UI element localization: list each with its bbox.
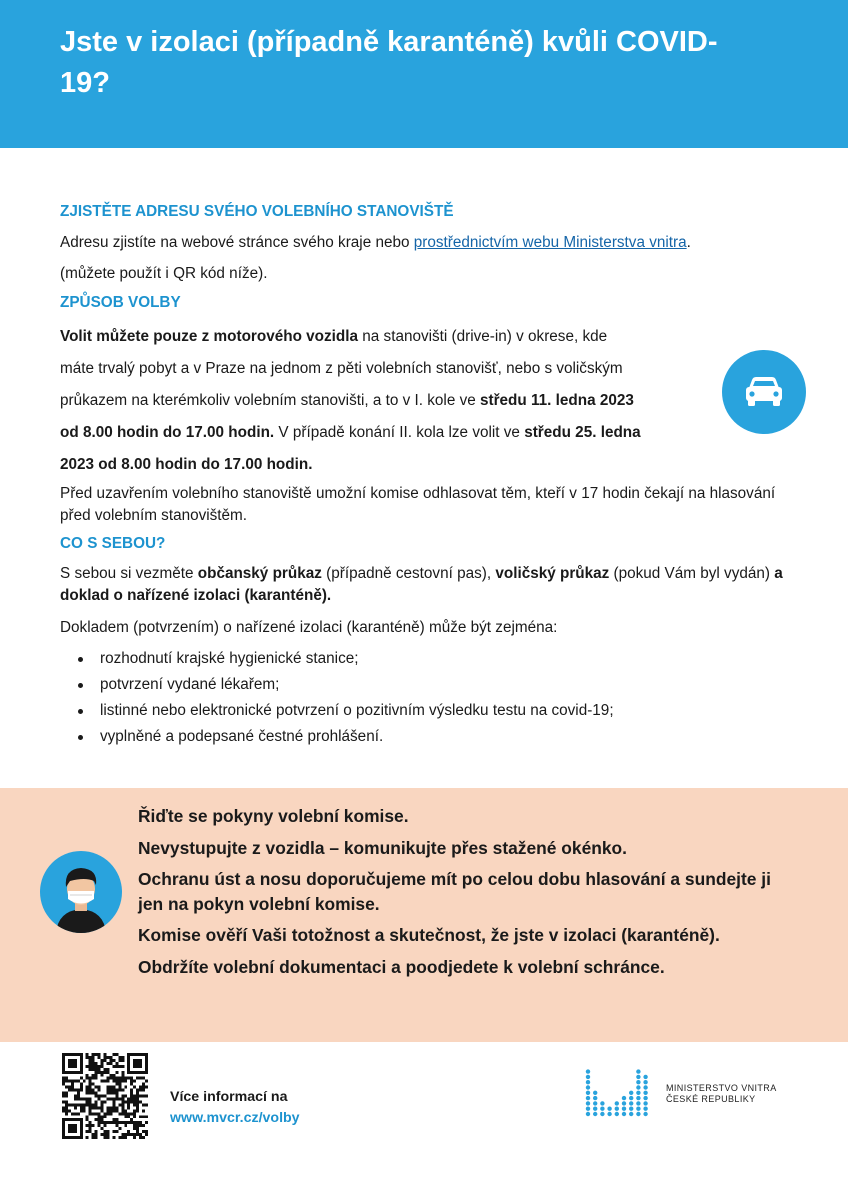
address-paragraph: [60, 231, 800, 255]
method-closing-paragraph: Před uzavřením volebního stanoviště umožní komise odhlasovat těm, kteří v 17 hodin čekají na hlasování před volebním stanovištěm.: [60, 485, 776, 524]
header-banner: [0, 0, 848, 148]
method-text-3: průkazem na kterémkoliv volebním stanovišti, a to v I. kole ve: [60, 392, 480, 409]
page-title: Jste v izolaci (případně karanténě) kvůli COVID-19?: [60, 26, 718, 99]
ministry-name: [666, 1083, 777, 1105]
method-text-4: V případě konání II. kola lze volit ve: [274, 424, 525, 441]
method-date-first: středu 11. ledna 2023: [480, 392, 634, 409]
qr-code[interactable]: [62, 1053, 148, 1139]
ministry-logo: [584, 1066, 654, 1118]
method-date-second: středu 25. ledna: [524, 424, 641, 441]
list-item: rozhodnutí krajské hygienické stanice;: [100, 646, 800, 672]
method-line-3: [60, 385, 700, 417]
address-text-end: .: [686, 234, 691, 251]
section-title-address: ZJISTĚTE ADRESU SVÉHO VOLEBNÍHO STANOVIŠTĚ: [60, 203, 454, 220]
ministry-name-line-1: MINISTERSTVO VNITRA: [666, 1083, 777, 1093]
bring-text-2: (případně cestovní pas),: [321, 565, 496, 582]
method-line-5: [60, 449, 800, 481]
method-text-1: na stanovišti (drive-in) v okrese, kde: [358, 328, 608, 345]
bring-text-3: (pokud Vám byl vydán): [609, 565, 775, 582]
list-item: listinné nebo elektronické potvrzení o pozitivním výsledku testu na covid-19;: [100, 698, 800, 724]
rule-item: Komise ověří Vaši totožnost a skutečnost, že jste v izolaci (karanténě).: [138, 925, 720, 945]
bring-text-1: S sebou si vezměte: [60, 565, 198, 582]
bring-paragraph: [60, 563, 800, 607]
main-content: [60, 200, 800, 750]
proof-intro: Dokladem (potvrzením) o nařízené izolaci (karanténě) může být zejména:: [60, 619, 558, 636]
person-with-mask-icon: [40, 851, 122, 933]
list-item: potvrzení vydané lékařem;: [100, 672, 800, 698]
method-line-4: [60, 417, 800, 449]
ministry-name-line-2: ČESKÉ REPUBLIKY: [666, 1094, 756, 1104]
proof-list: [60, 646, 800, 750]
method-hours-second: 2023 od 8.00 hodin do 17.00 hodin.: [60, 456, 313, 473]
more-info-url[interactable]: www.mvcr.cz/volby: [170, 1110, 300, 1126]
address-note: (můžete použít i QR kód níže).: [60, 265, 268, 282]
bring-voter-card: voličský průkaz: [495, 565, 610, 582]
more-info-label: Více informací na: [170, 1089, 288, 1105]
method-line-1: [60, 321, 700, 353]
bring-id-card: občanský průkaz: [197, 565, 322, 582]
more-info: [170, 1087, 300, 1129]
rule-item: Ochranu úst a nosu doporučujeme mít po celou dobu hlasování a sundejte ji jen na pokyn volební komise.: [138, 869, 771, 914]
rule-item: Nevystupujte z vozidla – komunikujte přes stažené okénko.: [138, 837, 628, 858]
list-item: vyplněné a podepsané čestné prohlášení.: [100, 724, 800, 750]
bring-isolation-proof: a doklad o nařízené izolaci (karanténě).: [60, 565, 783, 604]
ministry-web-link[interactable]: prostřednictvím webu Ministerstva vnitra: [413, 234, 687, 251]
rule-item: Obdržíte volební dokumentaci a poodjedete k volební schránce.: [138, 956, 665, 977]
method-line-2: máte trvalý pobyt a v Praze na jednom z pěti volebních stanovišť, nebo s voličským: [60, 360, 623, 377]
method-bold-vehicle: Volit můžete pouze z motorového vozidla: [60, 328, 359, 345]
rule-item: Řiďte se pokyny volební komise.: [138, 806, 409, 826]
car-icon: [722, 350, 806, 434]
rules-list: [138, 804, 788, 986]
method-hours-first: od 8.00 hodin do 17.00 hodin.: [60, 424, 275, 441]
section-title-method: ZPŮSOB VOLBY: [60, 294, 181, 311]
section-title-bring: CO S SEBOU?: [60, 535, 166, 552]
address-text: Adresu zjistíte na webové stránce svého kraje nebo: [60, 234, 414, 251]
